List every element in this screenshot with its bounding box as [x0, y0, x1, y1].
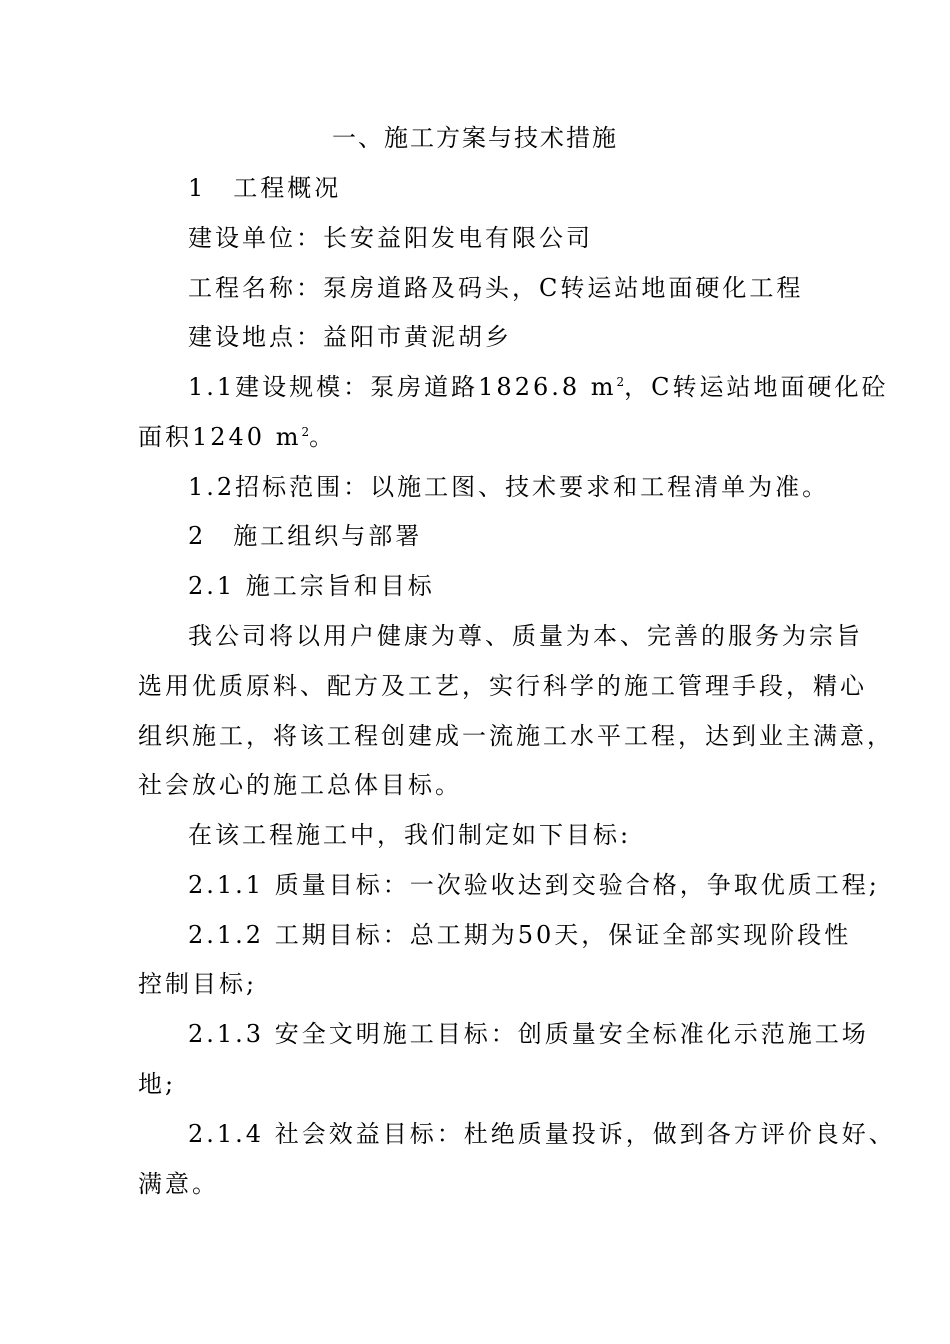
subsection-heading: 2.1 施工宗旨和目标 [188, 572, 435, 600]
paragraph-line: 在该工程施工中，我们制定如下目标: [188, 821, 632, 849]
document-title: 一、施工方案与技术措施 [332, 124, 618, 152]
text-span: 1.1建设规模：泵房道路1826.8 m [188, 373, 617, 401]
section-heading: 1 工程概况 [188, 174, 342, 202]
paragraph-line: 工程名称：泵房道路及码头，C转运站地面硬化工程 [188, 274, 804, 302]
paragraph-line: 选用优质原料、配方及工艺，实行科学的施工管理手段，精心 [138, 672, 867, 700]
paragraph-line: 满意。 [138, 1170, 219, 1198]
section-heading: 2 施工组织与部署 [188, 522, 423, 550]
paragraph-line: 建设地点：益阳市黄泥胡乡 [188, 323, 512, 351]
scale-line [188, 371, 889, 403]
paragraph-line: 地; [138, 1070, 177, 1098]
paragraph-line: 2.1.3 安全文明施工目标：创质量安全标准化示范施工场 [188, 1020, 869, 1048]
scale-line-continued [138, 421, 336, 453]
superscript: 2 [616, 375, 625, 389]
paragraph-line: 2.1.2 工期目标：总工期为50天，保证全部实现阶段性 [188, 921, 852, 949]
text-span: 面积1240 m [138, 423, 302, 451]
paragraph-line: 建设单位：长安益阳发电有限公司 [188, 224, 593, 252]
paragraph-line: 我公司将以用户健康为尊、质量为本、完善的服务为宗旨 [188, 622, 863, 650]
paragraph-line: 组织施工，将该工程创建成一流施工水平工程，达到业主满意， [138, 722, 894, 750]
paragraph-line: 2.1.4 社会效益目标：杜绝质量投诉，做到各方评价良好、 [188, 1120, 896, 1148]
paragraph-line: 社会放心的施工总体目标。 [138, 771, 462, 799]
text-span: 。 [309, 423, 337, 451]
paragraph-line: 1.2招标范围：以施工图、技术要求和工程清单为准。 [188, 473, 830, 501]
paragraph-line: 2.1.1 质量目标：一次验收达到交验合格，争取优质工程; [188, 871, 880, 899]
superscript: 2 [301, 425, 310, 439]
text-span: ，C转运站地面硬化砼 [624, 373, 889, 401]
paragraph-line: 控制目标; [138, 970, 258, 998]
